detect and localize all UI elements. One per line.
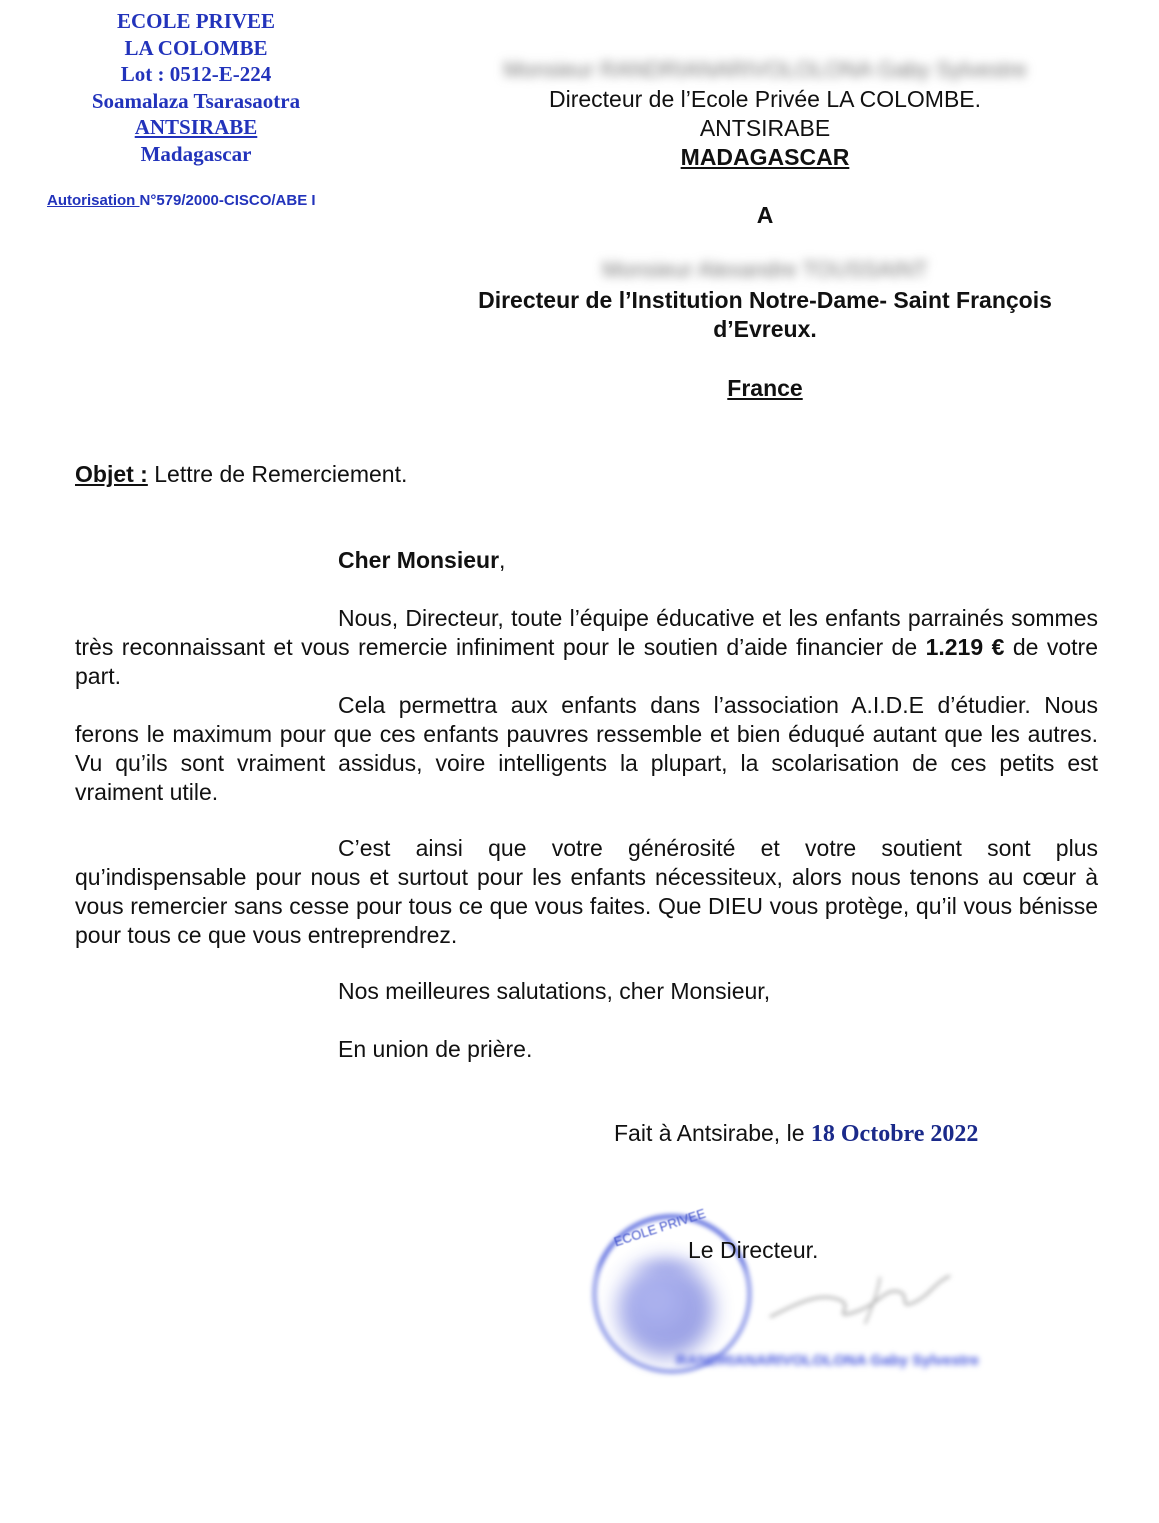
authorization-label: Autorisation	[47, 192, 140, 209]
sender-city: ANTSIRABE	[699, 115, 831, 141]
salutation-text: Cher Monsieur	[338, 547, 500, 573]
closing-prayer: En union de prière.	[338, 1036, 533, 1062]
recipient-title-line1: Directeur de l’Institution Notre-Dame- Saint François	[478, 287, 1052, 313]
sender-country: MADAGASCAR	[680, 144, 850, 170]
school-name-line1: ECOLE PRIVEE	[116, 9, 276, 33]
paragraph-3: C’est ainsi que votre générosité et votre soutient sont plus qu’indispensable pour nous et surtout pour les enfants nécessiteux, alors nous tenons au cœur à vous remercier sans cesse pour tous ce que vous faites. Que DIEU vous protège, qu’il vous bénisse pour tous ce que vous entreprendrez.	[75, 835, 1098, 948]
sender-block	[440, 56, 1090, 172]
signature-role: Le Directeur.	[688, 1237, 819, 1263]
paragraph-1: Nous, Directeur, toute l’équipe éducative et les enfants parrainés sommes très reconnaissant et vous remercie infiniment pour le soutien d’aide financier de 1.219 € de votre part.	[75, 605, 1098, 689]
letter-date: 18 Octobre 2022	[810, 1121, 979, 1147]
recipient-block	[440, 256, 1090, 344]
salutation: Cher Monsieur,	[338, 547, 506, 573]
donation-amount: 1.219 €	[925, 634, 1005, 660]
recipient-name: Monsieur Alexandre TOUSSAINT	[602, 257, 928, 282]
subject-label: Objet :	[75, 461, 148, 487]
stamp-text: ECOLE PRIVEE	[612, 1205, 708, 1250]
school-district: Soamalaza Tsarasaotra	[91, 88, 301, 113]
subject-text: Lettre de Remerciement.	[147, 461, 408, 487]
place-prefix: Fait à Antsirabe, le	[614, 1120, 811, 1146]
school-header	[40, 8, 352, 167]
director-name: RANDRIANARIVOLOLONA Gaby Sylvestre	[676, 1352, 979, 1369]
authorization-number: N°579/2000-CISCO/ABE I	[139, 192, 316, 209]
school-country: Madagascar	[140, 141, 252, 166]
school-authorization	[47, 192, 316, 209]
subject-line	[75, 461, 407, 488]
to-marker: A	[756, 202, 774, 228]
recipient-country: France	[727, 375, 803, 401]
closing-salutation: Nos meilleures salutations, cher Monsieur,	[338, 978, 771, 1004]
place-date	[614, 1120, 978, 1148]
school-lot: Lot : 0512-E-224	[120, 62, 272, 86]
recipient-title-line2: d’Evreux.	[713, 316, 817, 342]
sender-name: Monsieur RANDRIANARIVOLOLONA Gaby Sylvestre	[503, 57, 1027, 82]
paragraph-2: Cela permettra aux enfants dans l’association A.I.D.E d’étudier. Nous ferons le maximum pour que ces enfants pauvres ressemble et bien éduqué autant que les autres. Vu qu’ils sont vraiment assidus, voire intelligents la plupart, la scolarisation de ces petits est vraiment utile.	[75, 692, 1098, 805]
sender-title: Directeur de l’Ecole Privée LA COLOMBE.	[548, 86, 982, 112]
school-name-line2: LA COLOMBE	[124, 35, 268, 60]
school-city: ANTSIRABE	[134, 115, 258, 139]
